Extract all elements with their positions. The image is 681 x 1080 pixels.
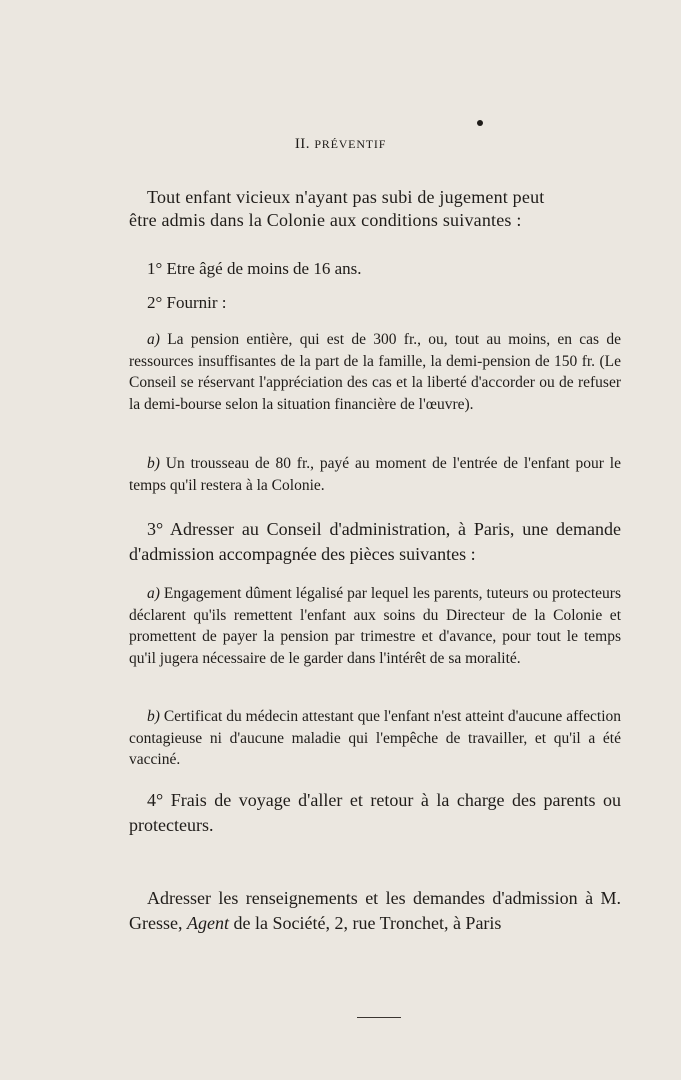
condition-2a-marker: a) <box>147 331 160 348</box>
condition-2b-marker: b) <box>147 455 160 472</box>
condition-1-text: 1° Etre âgé de moins de 16 ans. <box>147 259 362 278</box>
intro-paragraph <box>129 186 621 232</box>
condition-3 <box>129 517 621 567</box>
condition-3a-text: Engagement dûment légalisé par lequel les parents, tuteurs ou protecteurs déclarent qu'ils remettent l'enfant aux soins du Directeur de la Colonie et promettent de payer la pension par trimestre et d'avance, pour tout le temps qu'il jugera nécessaire de le garder dans l'intérêt de sa moralité. <box>129 585 621 667</box>
ink-dot <box>477 120 483 126</box>
condition-2a <box>129 329 621 415</box>
intro-line-2: être admis dans la Colonie aux conditions suivantes : <box>129 210 522 230</box>
condition-4 <box>129 788 621 838</box>
condition-2b <box>129 453 621 496</box>
page-header <box>0 136 681 153</box>
header-numeral: II. <box>294 136 311 152</box>
condition-2b-text: Un trousseau de 80 fr., payé au moment de l'entrée de l'enfant pour le temps qu'il restera à la Colonie. <box>129 455 621 494</box>
closing-agent: Agent <box>186 913 229 933</box>
separator-rule <box>357 1017 401 1018</box>
condition-3b-text: Certificat du médecin attestant que l'enfant n'est atteint d'aucune affection contagieuse ni d'aucune maladie qui l'empêche de travailler, et qu'il a été vacciné. <box>129 708 622 768</box>
condition-3a-marker: a) <box>147 585 160 602</box>
condition-3b-marker: b) <box>147 708 160 725</box>
condition-3-text: 3° Adresser au Conseil d'administration, à Paris, une demande d'admission accompagnée des pièces suivantes : <box>129 519 621 564</box>
condition-2 <box>129 291 621 314</box>
intro-line-1: Tout enfant vicieux n'ayant pas subi de jugement peut <box>147 187 545 207</box>
condition-2-text: 2° Fournir : <box>147 293 227 312</box>
condition-4-text: 4° Frais de voyage d'aller et retour à la charge des parents ou protecteurs. <box>129 790 621 835</box>
closing-paragraph <box>129 886 621 936</box>
condition-2a-text: La pension entière, qui est de 300 fr., ou, tout au moins, en cas de ressources insuffisantes de la part de la famille, la demi-pension de 150 fr. (Le Conseil se réservant l'appréciation des cas et la liberté d'accorder ou de refuser la demi-bourse selon la situation financière de l'œuvre). <box>129 331 621 413</box>
closing-text-after: de la Société, 2, rue Tronchet, à Paris <box>233 913 502 933</box>
condition-1 <box>129 257 621 280</box>
closing-text-before: Adresser les renseignements et les demandes d'admission à M. Gresse, <box>129 888 621 933</box>
header-title: PRÉVENTIF <box>314 137 387 151</box>
condition-3a <box>129 583 621 669</box>
condition-3b <box>129 706 621 771</box>
